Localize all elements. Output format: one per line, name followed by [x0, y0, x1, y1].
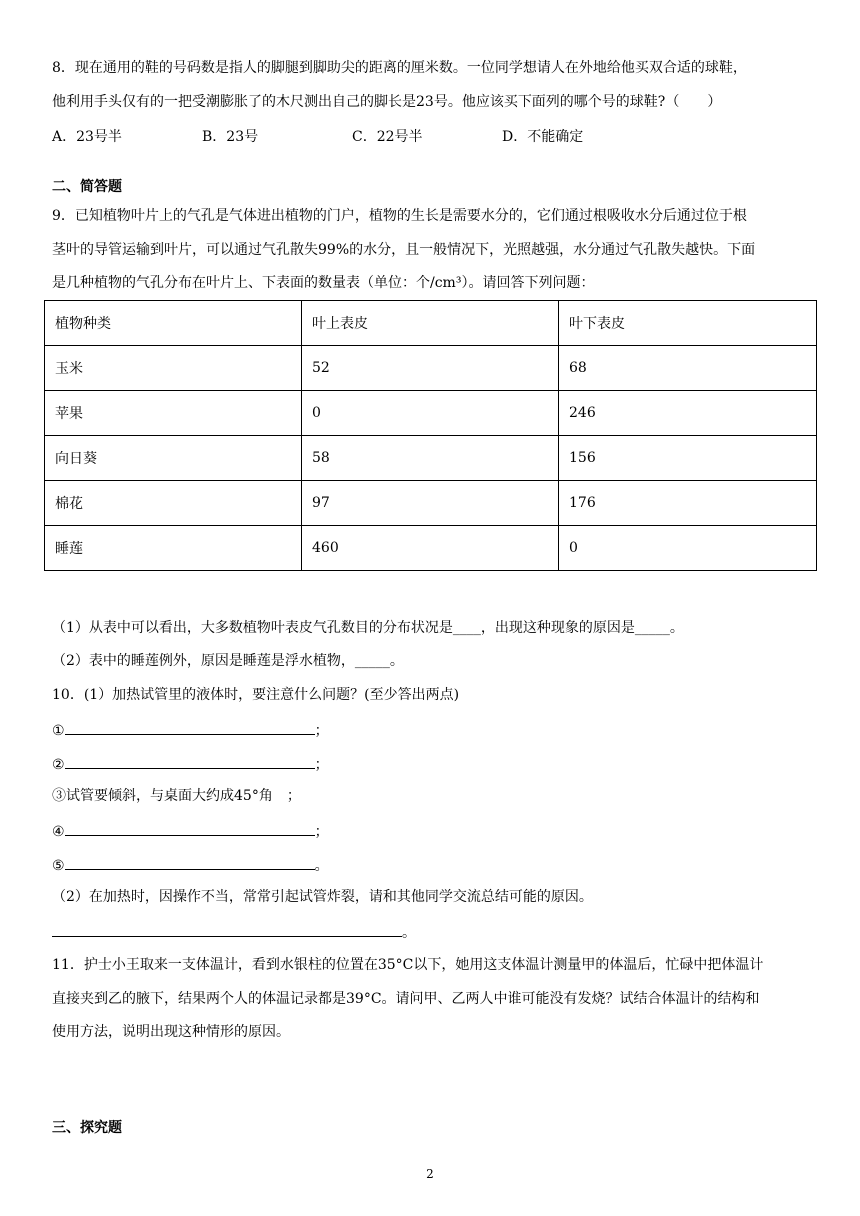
- q10-answer-line-5: [52, 854, 812, 876]
- table-row: [45, 526, 817, 571]
- q9-sub2: （2）表中的睡莲例外，原因是睡莲是浮水植物，_____。: [52, 653, 404, 669]
- q9-text-line2: 茎叶的导管运输到叶片，可以通过气孔散失99%的水分，且一般情况下，光照越强，水分通过气孔散失越快。下面: [52, 242, 756, 258]
- answer-blank: [65, 753, 315, 769]
- table-cell: 58: [302, 436, 559, 481]
- table-header-row: [45, 301, 817, 346]
- q10-answer-line-4: [52, 820, 812, 842]
- q11-text-line1: 11．护士小王取来一支体温计，看到水银柱的位置在35°C以下，她用这支体温计测量甲的体温后，忙碌中把体温计: [52, 957, 764, 973]
- q10-answer-line-2: [52, 753, 812, 775]
- q10-sub2-answer-line: [52, 921, 812, 943]
- answer-end-punct: 。: [314, 858, 329, 874]
- table-row: [45, 481, 817, 526]
- answer-end-punct: ；: [314, 757, 329, 773]
- q8-options: [52, 127, 812, 147]
- table-cell: 0: [559, 526, 817, 571]
- header-cell-lower: 叶下表皮: [559, 301, 817, 346]
- answer-blank: [65, 854, 315, 870]
- table-cell: 68: [559, 346, 817, 391]
- answer-end-punct: 。: [402, 925, 416, 941]
- section-3-heading: 三、探究题: [52, 1120, 122, 1136]
- q10-text-line1: 10．(1）加热试管里的液体时，要注意什么问题？(至少答出两点): [52, 687, 460, 703]
- answer-marker: ⑤: [52, 858, 65, 874]
- header-cell-upper: 叶上表皮: [302, 301, 559, 346]
- q10-answer-line-1: [52, 719, 812, 741]
- table-row: [45, 436, 817, 481]
- header-cell-plant: 植物种类: [45, 301, 302, 346]
- table-cell: 176: [559, 481, 817, 526]
- table-row: [45, 346, 817, 391]
- table-cell: 0: [302, 391, 559, 436]
- q8-text-line2: 他利用手头仅有的一把受潮膨胀了的木尺测出自己的脚长是23号。他应该买下面列的哪个号的球鞋?（ ）: [52, 94, 722, 110]
- q9-text-line1: 9．已知植物叶片上的气孔是气体进出植物的门户，植物的生长是需要水分的，它们通过根吸收水分后通过位于根: [52, 208, 747, 224]
- q8-option-d: D．不能确定: [502, 129, 584, 145]
- table-cell: 棉花: [45, 481, 302, 526]
- q10-sub2: （2）在加热时，因操作不当，常常引起试管炸裂，请和其他同学交流总结可能的原因。: [52, 889, 593, 905]
- q10-answer-line-3: ③试管要倾斜，与桌面大约成45°角 ；: [52, 788, 301, 804]
- answer-blank: [52, 921, 402, 937]
- stomata-table: [44, 300, 817, 571]
- table-cell: 460: [302, 526, 559, 571]
- q8-option-c: C．22号半: [352, 129, 423, 145]
- table-cell: 玉米: [45, 346, 302, 391]
- section-2-heading: 二、简答题: [52, 179, 122, 195]
- table-cell: 向日葵: [45, 436, 302, 481]
- answer-blank: [65, 820, 315, 836]
- table-cell: 苹果: [45, 391, 302, 436]
- answer-end-punct: ；: [314, 824, 329, 840]
- table-cell: 97: [302, 481, 559, 526]
- answer-marker: ④: [52, 824, 65, 840]
- answer-blank: [65, 719, 315, 735]
- q9-text-line3: 是几种植物的气孔分布在叶片上、下表面的数量表（单位：个/cm³）。请回答下列问题：: [52, 275, 595, 291]
- q11-text-line2: 直接夹到乙的腋下，结果两个人的体温记录都是39°C。请问甲、乙两人中谁可能没有发烧？试结合体温计的结构和: [52, 991, 760, 1007]
- answer-marker: ①: [52, 723, 65, 739]
- q11-text-line3: 使用方法，说明出现这种情形的原因。: [52, 1024, 290, 1040]
- q9-sub1: （1）从表中可以看出，大多数植物叶表皮气孔数目的分布状况是____，出现这种现象的原因是_____。: [52, 620, 684, 636]
- table-cell: 睡莲: [45, 526, 302, 571]
- page-number: 2: [426, 1167, 434, 1181]
- q8-text-line1: 8．现在通用的鞋的号码数是指人的脚腿到脚助尖的距离的厘米数。一位同学想请人在外地给他买双合适的球鞋，: [52, 60, 747, 76]
- q8-option-a: A．23号半: [52, 129, 122, 145]
- q8-option-b: B．23号: [202, 129, 259, 145]
- answer-end-punct: ；: [314, 723, 329, 739]
- table-cell: 156: [559, 436, 817, 481]
- table-cell: 246: [559, 391, 817, 436]
- table-cell: 52: [302, 346, 559, 391]
- table-row: [45, 391, 817, 436]
- answer-marker: ②: [52, 757, 65, 773]
